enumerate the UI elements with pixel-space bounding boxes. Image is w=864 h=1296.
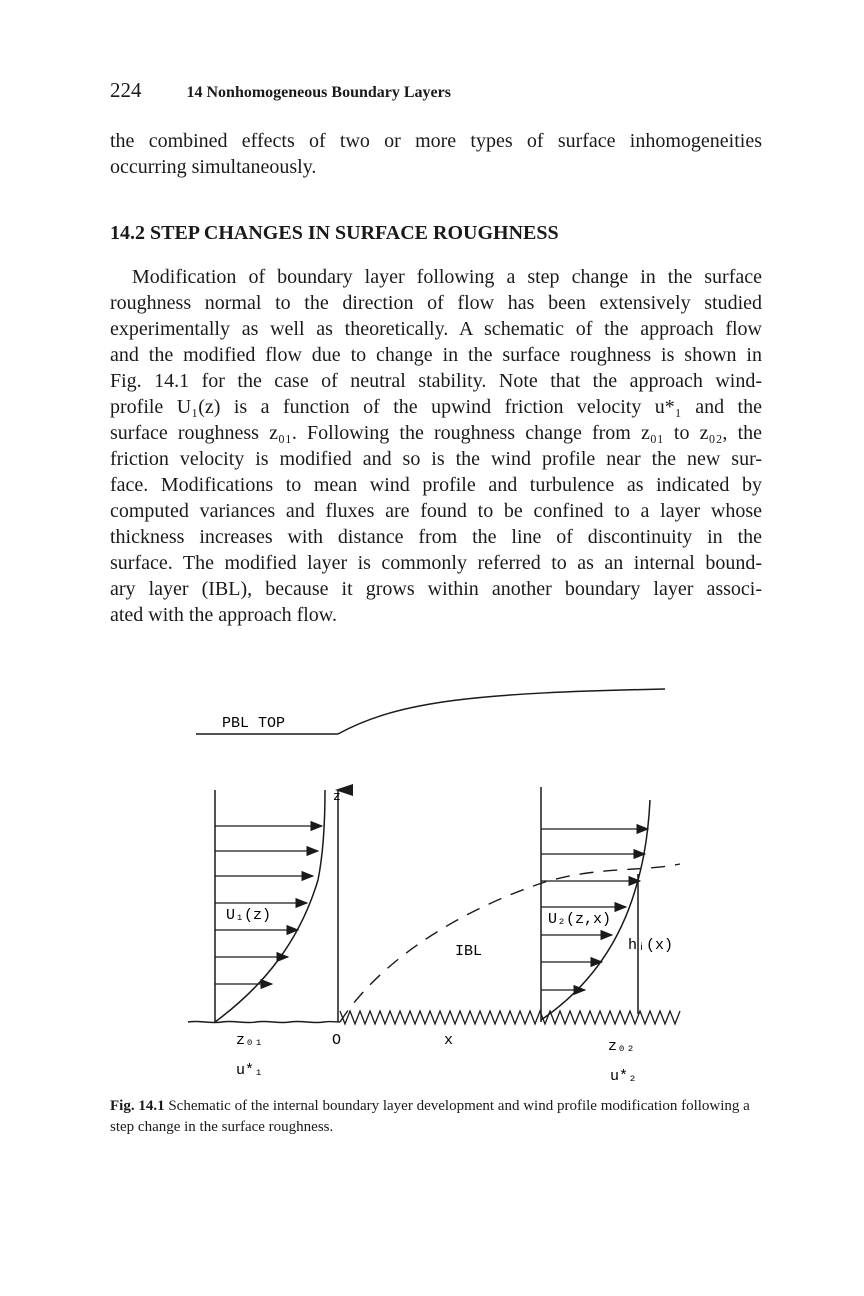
text-line: the combined effects of two or more types of surface inhomogeneities [110,130,762,152]
text-line: roughness normal to the direction of flow has been extensively studied [110,292,762,314]
hi-label: hᵢ(x) [628,937,674,954]
text-line: surface. The modified layer is commonly referred to as an internal bound- [110,552,762,574]
z01-label: z₀₁ [236,1032,264,1049]
pbl-top-label: PBL TOP [222,715,286,732]
smooth-upwind-surface [188,1021,340,1022]
text-line: Fig. 14.1 for the case of neutral stability. Note that the approach wind- [110,370,762,392]
x-axis-label: x [444,1032,454,1049]
downwind-velocity-arrows [541,829,648,990]
section-heading: 14.2 STEP CHANGES IN SURFACE ROUGHNESS [110,222,559,244]
ustar1-label: u*₁ [236,1062,264,1079]
u2-label: U₂(z,x) [548,911,612,928]
z-axis-label: z [333,789,341,804]
text-line: surface roughness z₀₁. Following the roughness change from z₀₁ to z₀₂, the [110,422,762,444]
text-line: computed variances and fluxes are found to be confined to a layer whose [110,500,762,522]
origin-label: O [332,1032,342,1049]
running-header [110,78,451,103]
ibl-schematic-figure [0,640,864,1100]
rough-downwind-surface [340,1011,680,1024]
upwind-velocity-arrows [215,826,322,984]
page-number: 224 [110,78,142,102]
text-line: friction velocity is modified and so is the wind profile near the new sur- [110,448,762,470]
section-paragraph [110,264,762,628]
upwind-profile-curve [215,790,325,1022]
text-line: Modification of boundary layer following a step change in the surface [132,266,762,288]
figure-number: Fig. 14.1 [110,1098,165,1114]
ustar2-label: u*₂ [610,1068,638,1085]
caption-text: Schematic of the internal boundary layer development and wind profile modification following a step change in the surface roughness. [110,1098,750,1135]
text-line: experimentally as well as theoretically. A schematic of the approach flow [110,318,762,340]
text-line: and the modified flow due to change in the surface roughness is shown in [110,344,762,366]
text-line: face. Modifications to mean wind profile and turbulence as indicated by [110,474,762,496]
z02-label: z₀₂ [608,1038,636,1055]
text-line: occurring simultaneously. [110,156,317,178]
downwind-profile-curve [541,800,650,1020]
text-line: ated with the approach flow. [110,604,337,626]
text-line: thickness increases with distance from the line of discontinuity in the [110,526,762,548]
figure-caption [110,1096,770,1138]
intro-paragraph [110,128,762,180]
running-title: 14 Nonhomogeneous Boundary Layers [186,84,451,101]
u1-label: U₁(z) [226,907,272,924]
text-line: profile U₁(z) is a function of the upwind friction velocity u*₁ and the [110,396,762,418]
ibl-label: IBL [455,943,483,960]
text-line: ary layer (IBL), because it grows within another boundary layer associ- [110,578,762,600]
